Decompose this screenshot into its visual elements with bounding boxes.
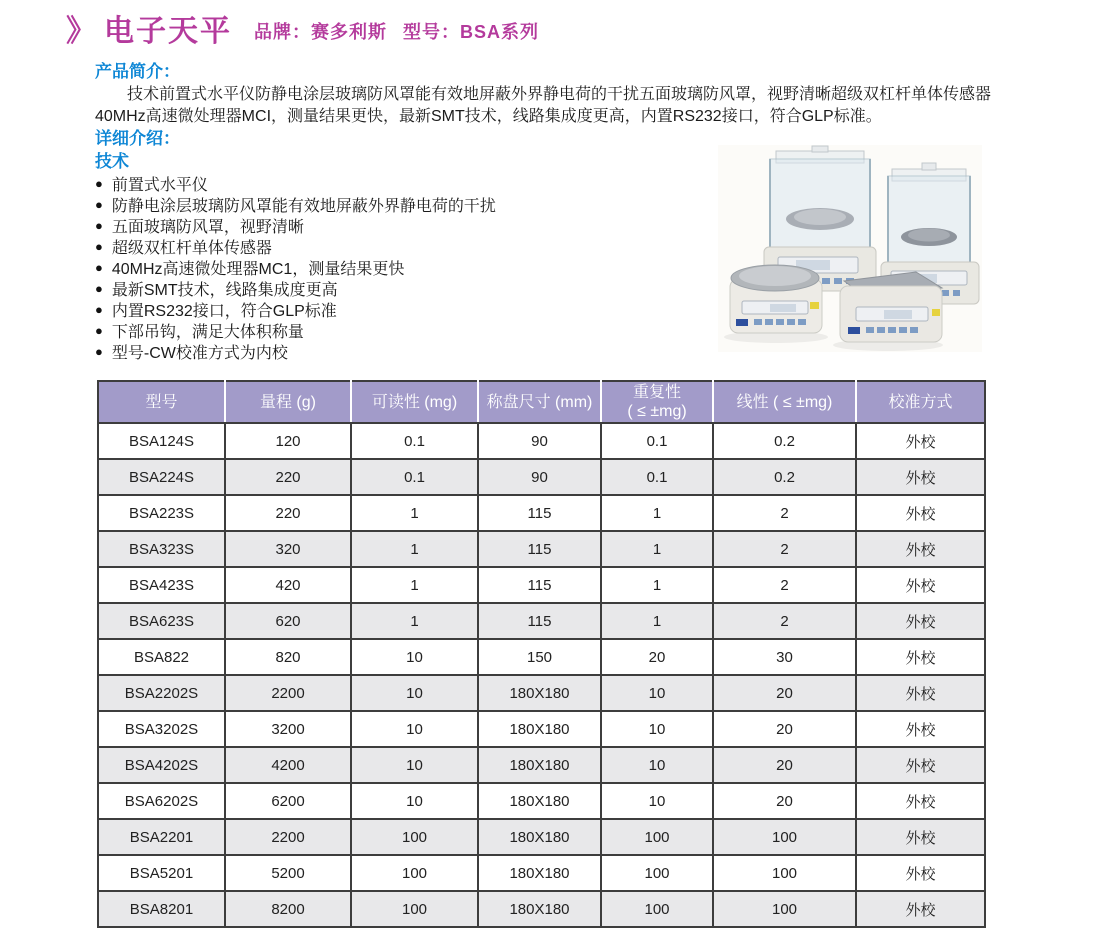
table-cell: 1 xyxy=(351,495,478,531)
table-cell: 100 xyxy=(351,855,478,891)
balance-illustration xyxy=(718,145,982,352)
intro-line: 技术前置式水平仪防静电涂层玻璃防风罩能有效地屏蔽外界静电荷的干扰五面玻璃防风罩，视野清晰超级双杠杆单体传感器 xyxy=(127,86,992,103)
table-cell: 10 xyxy=(601,783,713,819)
table-cell: 180X180 xyxy=(478,747,601,783)
table-cell: 2200 xyxy=(225,675,351,711)
table-cell: 0.2 xyxy=(713,459,856,495)
table-cell: 100 xyxy=(601,891,713,927)
table-cell: 115 xyxy=(478,603,601,639)
table-cell: BSA124S xyxy=(98,423,225,459)
table-row xyxy=(98,495,985,531)
table-cell: 20 xyxy=(713,747,856,783)
table-cell: 115 xyxy=(478,567,601,603)
table-cell: 20 xyxy=(713,675,856,711)
table-cell: 20 xyxy=(601,639,713,675)
table-cell: BSA423S xyxy=(98,567,225,603)
table-row xyxy=(98,459,985,495)
column-header: 重复性 ( ≤ ±mg) xyxy=(601,381,713,423)
detail-heading: 详细介绍： xyxy=(95,129,180,148)
table-cell: 2200 xyxy=(225,819,351,855)
bullet-icon: ● xyxy=(95,176,103,191)
bullet-icon: ● xyxy=(95,281,103,296)
table-row xyxy=(98,675,985,711)
feature-text: 超级双杠杆单体传感器 xyxy=(111,240,272,257)
bullet-icon: ● xyxy=(95,197,103,212)
table-cell: BSA224S xyxy=(98,459,225,495)
table-cell: 1 xyxy=(351,531,478,567)
column-header: 称盘尺寸 (mm) xyxy=(478,381,601,423)
table-row xyxy=(98,423,985,459)
table-cell: 2 xyxy=(713,495,856,531)
table-cell: BSA5201 xyxy=(98,855,225,891)
table-cell: 10 xyxy=(351,783,478,819)
table-cell: 外校 xyxy=(856,783,985,819)
table-cell: 100 xyxy=(713,855,856,891)
table-cell: 外校 xyxy=(856,531,985,567)
intro-heading: 产品简介： xyxy=(95,62,180,81)
spec-table-body xyxy=(98,423,985,927)
table-cell: 115 xyxy=(478,531,601,567)
table-row xyxy=(98,747,985,783)
feature-item xyxy=(95,236,705,257)
precision-balance-round xyxy=(724,265,828,343)
table-cell: 1 xyxy=(351,603,478,639)
table-cell: 10 xyxy=(601,675,713,711)
table-cell: 20 xyxy=(713,783,856,819)
table-cell: 0.2 xyxy=(713,423,856,459)
table-cell: BSA4202S xyxy=(98,747,225,783)
table-cell: 220 xyxy=(225,459,351,495)
table-cell: 0.1 xyxy=(601,423,713,459)
table-cell: BSA2201 xyxy=(98,819,225,855)
table-cell: 外校 xyxy=(856,423,985,459)
column-header: 可读性 (mg) xyxy=(351,381,478,423)
table-cell: 1 xyxy=(601,495,713,531)
page-title: 电子天平 xyxy=(104,15,232,48)
spec-table xyxy=(97,380,986,928)
table-cell: 30 xyxy=(713,639,856,675)
table-row xyxy=(98,891,985,927)
feature-item xyxy=(95,320,705,341)
table-cell: 100 xyxy=(601,855,713,891)
table-cell: 820 xyxy=(225,639,351,675)
table-cell: BSA323S xyxy=(98,531,225,567)
brand-label: 品牌：赛多利斯 xyxy=(254,21,387,42)
table-cell: 外校 xyxy=(856,855,985,891)
feature-text: 五面玻璃防风罩，视野清晰 xyxy=(111,219,304,236)
table-cell: 外校 xyxy=(856,891,985,927)
column-header: 线性 ( ≤ ±mg) xyxy=(713,381,856,423)
table-cell: 0.1 xyxy=(601,459,713,495)
table-cell: 8200 xyxy=(225,891,351,927)
bullet-icon: ● xyxy=(95,260,103,275)
feature-text: 下部吊钩，满足大体积称量 xyxy=(111,324,304,341)
table-row xyxy=(98,711,985,747)
table-cell: BSA623S xyxy=(98,603,225,639)
table-cell: BSA2202S xyxy=(98,675,225,711)
table-cell: 2 xyxy=(713,603,856,639)
feature-text: 内置RS232接口，符合GLP标准 xyxy=(111,303,337,320)
table-row xyxy=(98,855,985,891)
spec-table-head-row xyxy=(98,381,985,423)
feature-item xyxy=(95,257,705,278)
table-row xyxy=(98,603,985,639)
table-cell: 20 xyxy=(713,711,856,747)
feature-text: 型号-CW校准方式为内校 xyxy=(111,345,288,362)
table-cell: 5200 xyxy=(225,855,351,891)
feature-text: 前置式水平仪 xyxy=(111,177,208,194)
table-cell: 4200 xyxy=(225,747,351,783)
table-cell: 1 xyxy=(601,567,713,603)
feature-item xyxy=(95,299,705,320)
bullet-icon: ● xyxy=(95,302,103,317)
table-cell: 100 xyxy=(601,819,713,855)
intro-paragraph xyxy=(95,84,995,128)
table-row xyxy=(98,783,985,819)
table-cell: 420 xyxy=(225,567,351,603)
table-cell: 1 xyxy=(601,531,713,567)
table-cell: 外校 xyxy=(856,603,985,639)
table-cell: 外校 xyxy=(856,459,985,495)
table-cell: 2 xyxy=(713,531,856,567)
table-row xyxy=(98,531,985,567)
table-cell: 180X180 xyxy=(478,855,601,891)
table-row xyxy=(98,567,985,603)
table-cell: 220 xyxy=(225,495,351,531)
tech-subheading: 技术 xyxy=(95,152,129,171)
table-cell: 1 xyxy=(601,603,713,639)
table-cell: 外校 xyxy=(856,819,985,855)
title-bar xyxy=(66,16,539,48)
table-cell: 外校 xyxy=(856,711,985,747)
table-cell: 10 xyxy=(351,639,478,675)
table-cell: 10 xyxy=(351,675,478,711)
bullet-icon: ● xyxy=(95,344,103,359)
feature-item xyxy=(95,173,705,194)
chevron-icon: 》 xyxy=(66,15,96,48)
table-cell: 180X180 xyxy=(478,675,601,711)
feature-item xyxy=(95,215,705,236)
table-cell: BSA6202S xyxy=(98,783,225,819)
table-cell: BSA822 xyxy=(98,639,225,675)
table-row xyxy=(98,639,985,675)
table-cell: 100 xyxy=(713,891,856,927)
table-row xyxy=(98,819,985,855)
table-cell: BSA223S xyxy=(98,495,225,531)
model-label: 型号：BSA系列 xyxy=(403,21,540,42)
feature-text: 40MHz高速微处理器MC1，测量结果更快 xyxy=(111,261,405,278)
table-cell: 外校 xyxy=(856,567,985,603)
table-cell: 100 xyxy=(351,819,478,855)
table-cell: 115 xyxy=(478,495,601,531)
table-cell: 90 xyxy=(478,459,601,495)
table-cell: BSA3202S xyxy=(98,711,225,747)
table-cell: 3200 xyxy=(225,711,351,747)
table-cell: 1 xyxy=(351,567,478,603)
feature-item xyxy=(95,194,705,215)
table-cell: 90 xyxy=(478,423,601,459)
table-cell: 150 xyxy=(478,639,601,675)
feature-list xyxy=(95,173,705,362)
feature-item xyxy=(95,278,705,299)
table-cell: 10 xyxy=(351,711,478,747)
column-header: 校准方式 xyxy=(856,381,985,423)
column-header: 型号 xyxy=(98,381,225,423)
column-header: 量程 (g) xyxy=(225,381,351,423)
bullet-icon: ● xyxy=(95,323,103,338)
table-cell: 180X180 xyxy=(478,819,601,855)
table-cell: 10 xyxy=(601,747,713,783)
table-cell: 0.1 xyxy=(351,459,478,495)
precision-balance-square xyxy=(833,272,943,351)
table-cell: 外校 xyxy=(856,639,985,675)
table-cell: 320 xyxy=(225,531,351,567)
table-cell: 620 xyxy=(225,603,351,639)
bullet-icon: ● xyxy=(95,218,103,233)
table-cell: 120 xyxy=(225,423,351,459)
table-cell: 10 xyxy=(601,711,713,747)
table-cell: 100 xyxy=(351,891,478,927)
bullet-icon: ● xyxy=(95,239,103,254)
feature-text: 最新SMT技术，线路集成度更高 xyxy=(111,282,338,299)
table-cell: 180X180 xyxy=(478,891,601,927)
feature-item xyxy=(95,341,705,362)
table-cell: 2 xyxy=(713,567,856,603)
intro-line: 40MHz高速微处理器MCI，测量结果更快，最新SMT技术，线路集成度更高，内置RS232接口，符合GLP标准。 xyxy=(95,108,882,125)
table-cell: 180X180 xyxy=(478,711,601,747)
table-cell: 外校 xyxy=(856,495,985,531)
table-cell: 180X180 xyxy=(478,783,601,819)
table-cell: 6200 xyxy=(225,783,351,819)
table-cell: 0.1 xyxy=(351,423,478,459)
table-cell: 100 xyxy=(713,819,856,855)
table-cell: 10 xyxy=(351,747,478,783)
product-photo xyxy=(718,145,982,352)
table-cell: BSA8201 xyxy=(98,891,225,927)
feature-text: 防静电涂层玻璃防风罩能有效地屏蔽外界静电荷的干扰 xyxy=(111,198,496,215)
table-cell: 外校 xyxy=(856,747,985,783)
table-cell: 外校 xyxy=(856,675,985,711)
